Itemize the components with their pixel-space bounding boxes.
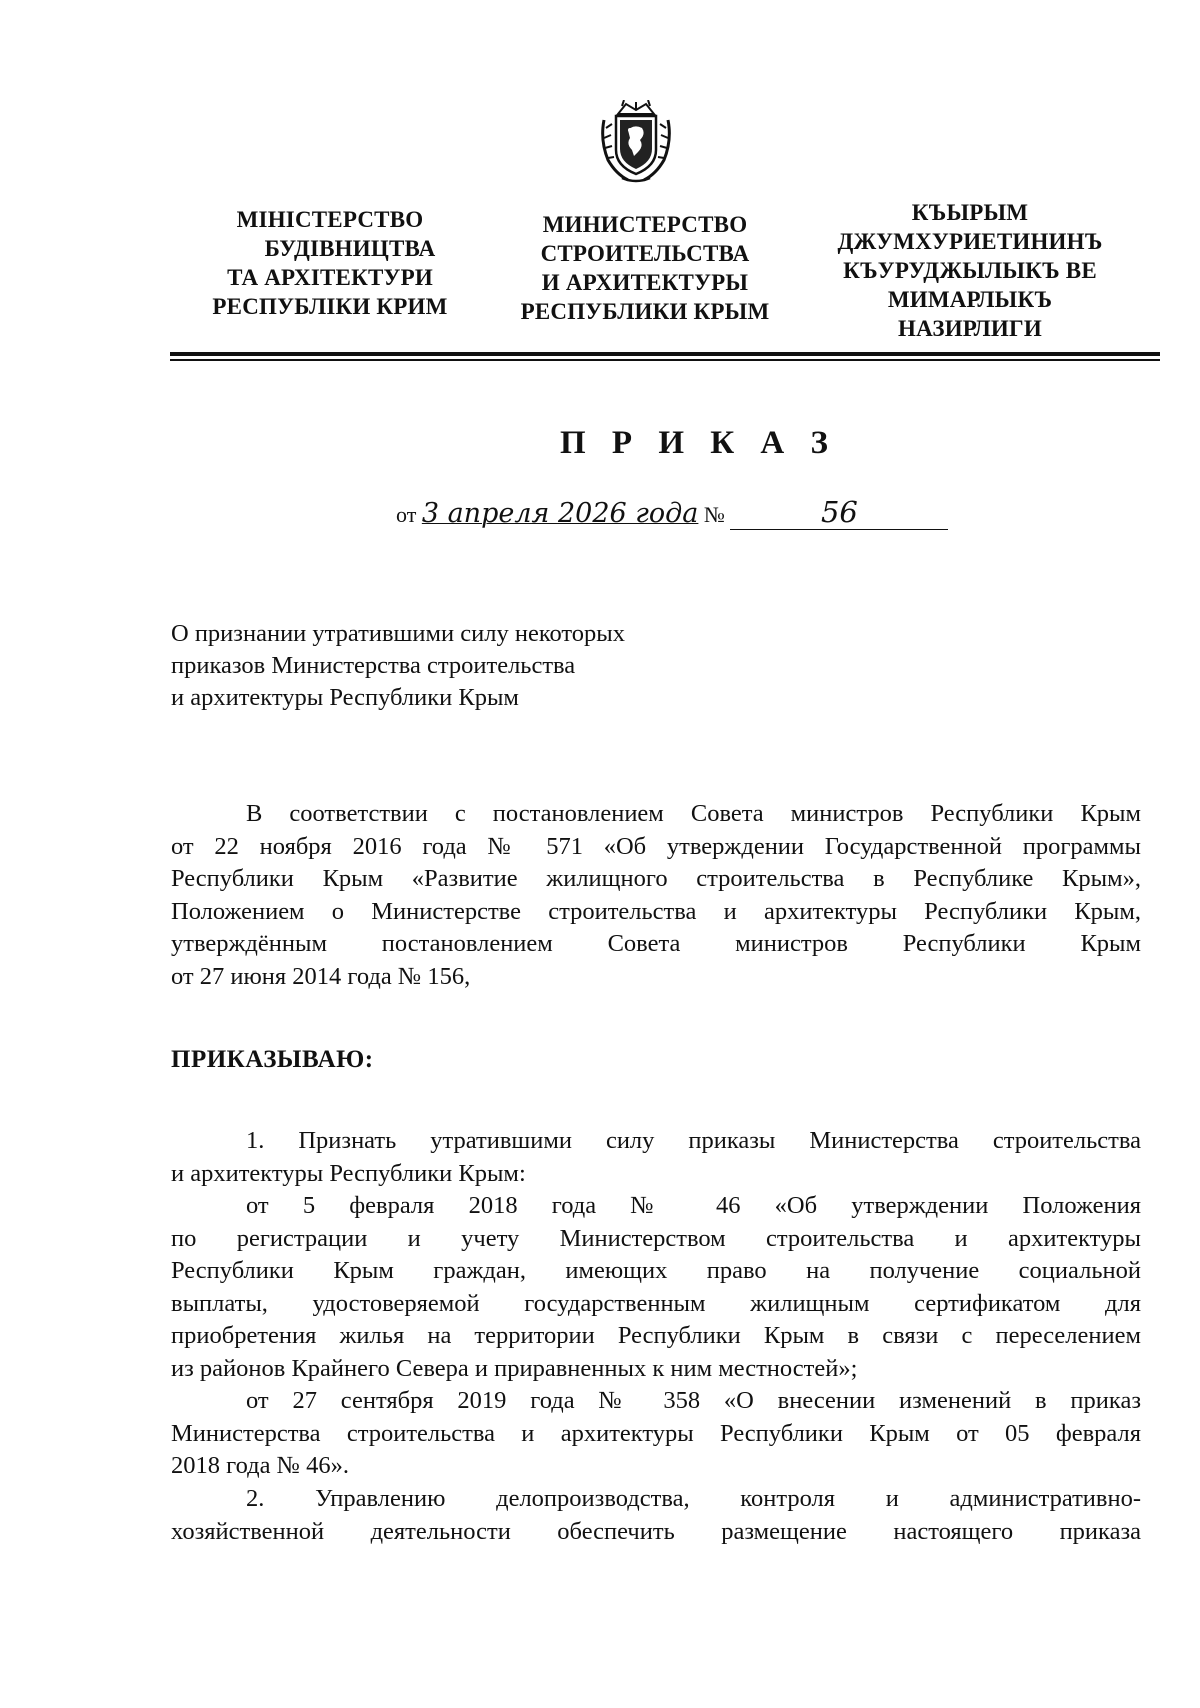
item-1a-line: по регистрации и учету Министерством строительства и архитектуры [171,1224,1141,1252]
preamble-line: от 22 ноября 2016 года № 571 «Об утверждении Государственной программы [171,832,1141,860]
number-label: № [703,502,725,527]
item-1b-line: от 27 сентября 2019 года № 358 «О внесении изменений в приказ [246,1387,1141,1414]
header-ru-line: РЕСПУБЛИКИ КРЫМ [520,299,770,324]
item-1-line: и архитектуры Республики Крым: [171,1159,526,1187]
header-divider-thick [170,352,1160,356]
header-crimean-tatar [810,198,1130,343]
coat-of-arms-emblem [598,100,674,184]
handwritten-number: 56 [730,495,948,530]
header-ua-line: ТА АРХІТЕКТУРИ [227,265,433,290]
order-heading: ПРИКАЗЫВАЮ: [171,1046,374,1073]
item-1a-line: из районов Крайнего Севера и приравненных к ним местностей»; [171,1354,858,1382]
header-crh-line: НАЗИРЛИГИ [898,316,1042,341]
item-1 [171,1125,1141,1190]
subject-line: О признании утратившими силу некоторых [171,620,626,647]
item-2-line: хозяйственной деятельности обеспечить размещение настоящего приказа [171,1517,1141,1545]
item-1-sub-a [171,1190,1141,1385]
header-russian [495,210,795,326]
item-1b-line: Министерства строительства и архитектуры Республики Крым от 05 февраля [171,1419,1141,1447]
preamble-line: В соответствии с постановлением Совета министров Республики Крым [246,800,1141,827]
header-ru-line: МИНИСТЕРСТВО [542,212,748,237]
preamble-paragraph [171,798,1141,993]
item-1-sub-b [171,1385,1141,1483]
header-crh-line: КЪЫРЫМ [911,200,1029,225]
header-divider-thin [170,359,1160,361]
subject-line: и архитектуры Республики Крым [171,684,519,711]
handwritten-date: 3 апреля 2026 года [421,498,699,529]
item-1b-line: 2018 года № 46». [171,1452,349,1479]
date-prefix: от [396,502,417,527]
header-ua-line: РЕСПУБЛІКИ КРИМ [212,294,448,319]
item-1a-line: приобретения жилья на территории Республики Крым в связи с переселением [171,1322,1141,1349]
preamble-line: Положением о Министерстве строительства и архитектуры Республики Крым, [171,897,1141,925]
item-1a-line: Республики Крым граждан, имеющих право на получение социальной [171,1257,1141,1284]
header-crh-line: ДЖУМХУРИЕТИНИНЪ [837,229,1103,254]
header-ukrainian [195,205,465,321]
order-subject [171,618,625,714]
item-2-line: 2. Управлению делопроизводства, контроля и административно- [246,1485,1141,1512]
item-1-line: 1. Признать утратившими силу приказы Министерства строительства [246,1127,1141,1154]
preamble-line: от 27 июня 2014 года № 156, [171,962,471,990]
preamble-line: утверждённым постановлением Совета министров Республики Крым [171,930,1141,957]
subject-line: приказов Министерства строительства [171,652,576,679]
item-1a-line: от 5 февраля 2018 года № 46 «Об утверждении Положения [246,1192,1141,1219]
header-ua-line: МІНІСТЕРСТВО [236,207,424,232]
date-number-line [396,495,948,530]
preamble-line: Республики Крым «Развитие жилищного строительства в Республике Крым», [171,865,1141,892]
header-ua-line: БУДІВНИЦТВА [264,236,436,261]
header-crh-line: КЪУРУДЖЫЛЫКЪ ВЕ [843,258,1097,283]
document-title: П Р И К А З [560,425,837,461]
header-ru-line: СТРОИТЕЛЬСТВА [540,241,750,266]
item-1a-line: выплаты, удостоверяемой государственным жилищным сертификатом для [171,1289,1141,1317]
header-ru-line: И АРХИТЕКТУРЫ [541,270,749,295]
header-crh-line: МИМАРЛЫКЪ [887,287,1053,312]
item-2 [171,1483,1141,1548]
